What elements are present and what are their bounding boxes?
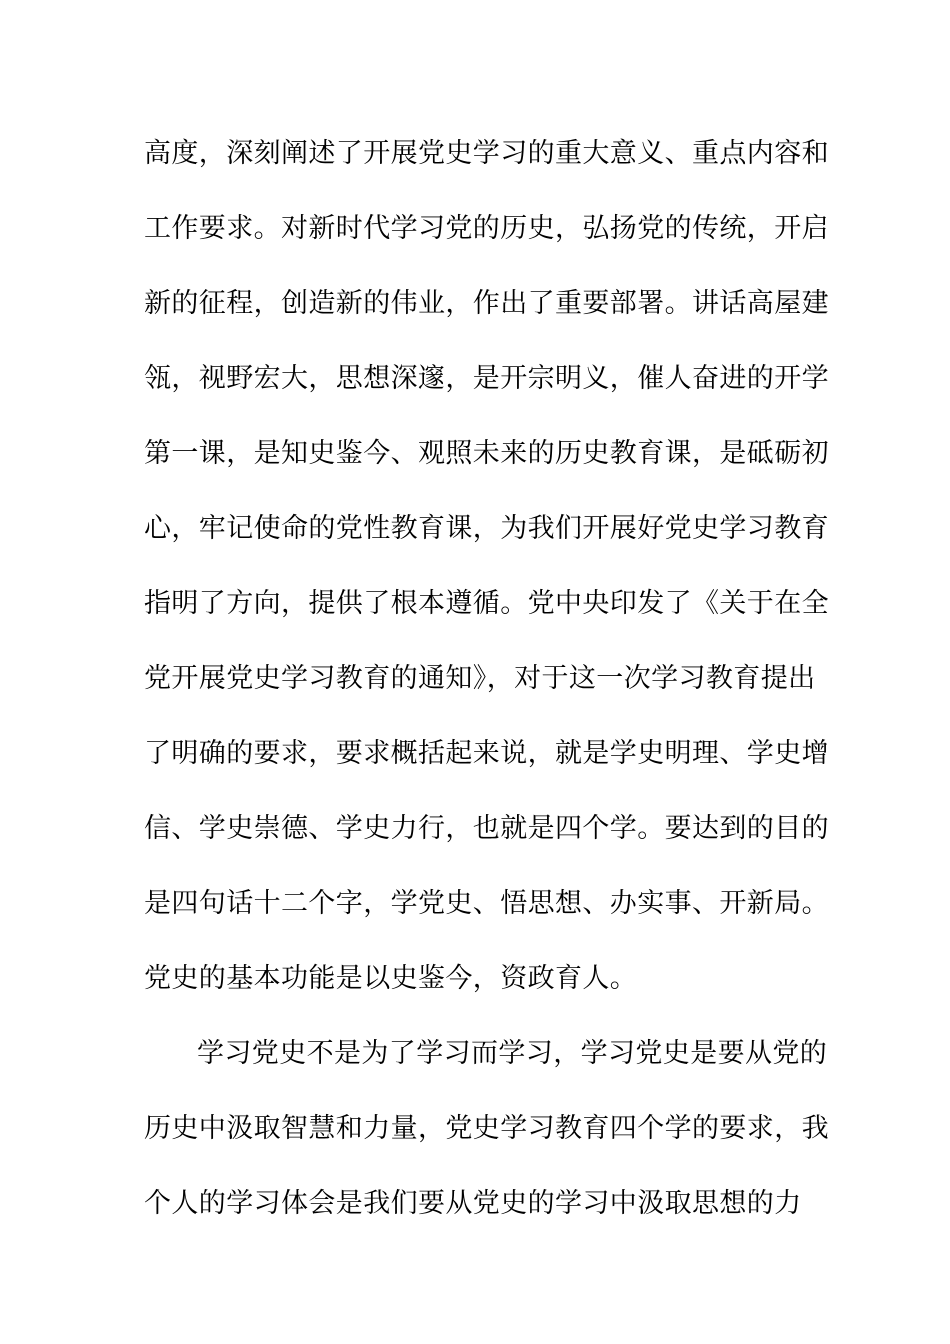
text-line: 了明确的要求，要求概括起来说，就是学史明理、学史增 <box>144 738 829 769</box>
text-line: 历史中汲取智慧和力量，党史学习教育四个学的要求，我 <box>144 1113 829 1144</box>
text-line: 高度，深刻阐述了开展党史学习的重大意义、重点内容和 <box>144 138 829 169</box>
paragraph-start-line: 学习党史不是为了学习而学习，学习党史是要从党的 <box>197 1038 828 1069</box>
text-line: 党开展党史学习教育的通知》，对于这一次学习教育提出 <box>144 663 816 694</box>
text-line: 第一课，是知史鉴今、观照未来的历史教育课，是砥砺初 <box>144 438 829 469</box>
text-line: 工作要求。对新时代学习党的历史，弘扬党的传统，开启 <box>144 213 829 244</box>
text-line: 指明了方向，提供了根本遵循。党中央印发了《关于在全 <box>144 588 829 619</box>
text-line: 新的征程，创造新的伟业，作出了重要部署。讲话高屋建 <box>144 288 829 319</box>
text-line: 是四句话十二个字，学党史、悟思想、办实事、开新局。 <box>144 888 829 919</box>
text-line: 瓴，视野宏大，思想深邃，是开宗明义，催人奋进的开学 <box>144 363 829 394</box>
text-line: 信、学史崇德、学史力行，也就是四个学。要达到的目的 <box>144 813 829 844</box>
text-line: 心，牢记使命的党性教育课，为我们开展好党史学习教育 <box>144 513 829 544</box>
text-line: 个人的学习体会是我们要从党史的学习中汲取思想的力 <box>144 1188 802 1219</box>
body-text <box>144 131 829 1256</box>
text-line: 党史的基本功能是以史鉴今，资政育人。 <box>144 963 638 994</box>
